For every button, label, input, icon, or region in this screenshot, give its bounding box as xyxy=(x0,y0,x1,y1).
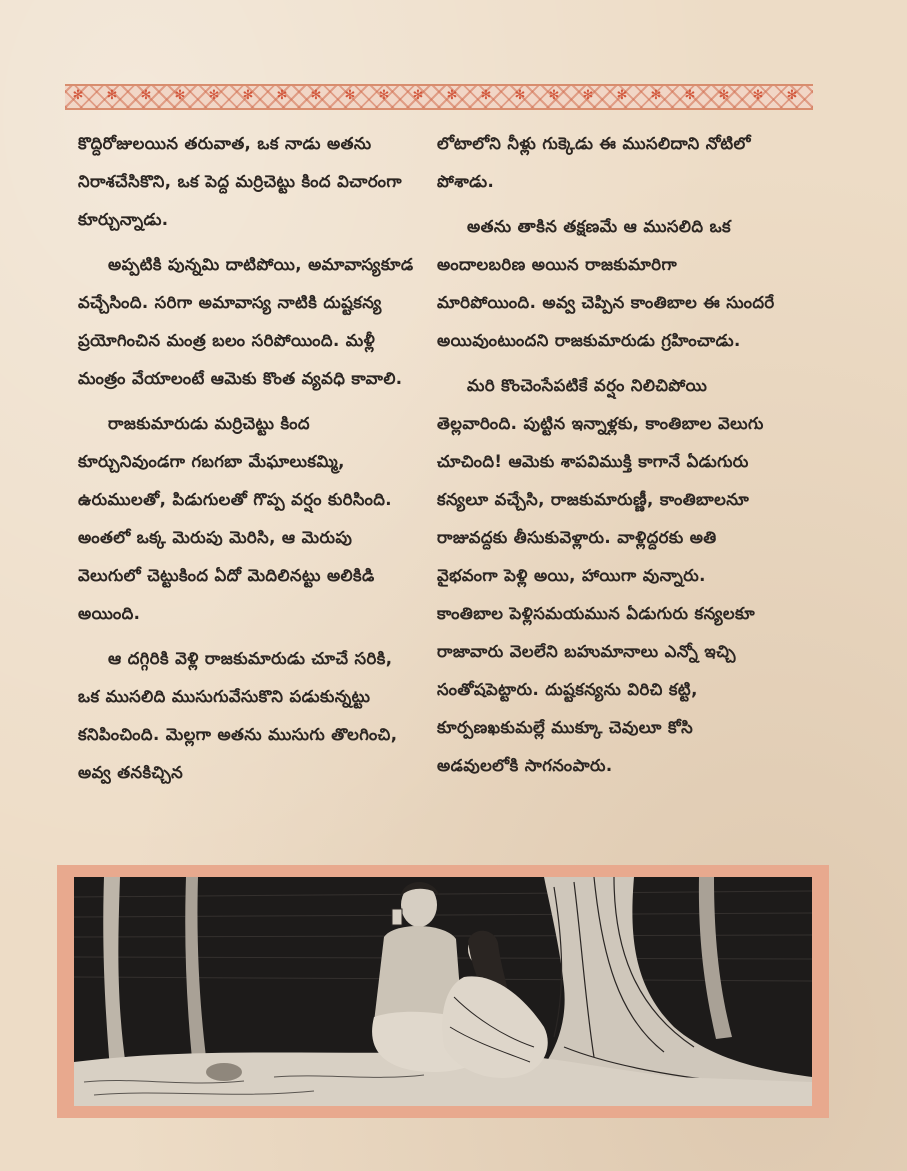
flower-ornament-icon: ✻ xyxy=(752,88,764,103)
paragraph: అతను తాకిన తక్షణమే ఆ ముసలిది ఒక అందాలబరిణ అయిన రాజకుమారిగా మారిపోయింది. అవ్వ చెప్పిన కాంతిబాల ఈ సుందరే అయివుంటుందని రాజకుమారుడు గ్రహించాడు. xyxy=(437,217,775,350)
paragraph: లోటాలోని నీళ్లు గుక్కెడు ఈ ముసలిదాని నోటిలో పోశాడు. xyxy=(437,134,751,191)
paragraph: ఆ దగ్గిరికి వెళ్లి రాజకుమారుడు చూచే సరికి, ఒక ముసలిది ముసుగువేసుకొని పడుకున్నట్టు కనిపించింది. మెల్లగా అతను ముసుగు తొలగించి, అవ్వ తనకిచ్చిన xyxy=(78,649,398,782)
paragraph: మరి కొంచెంసేపటికే వర్షం నిలిచిపోయి తెల్లవారింది. పుట్టిన ఇన్నాళ్లకు, కాంతిబాల వెలుగు చూచింది! ఆమెకు శాపవిముక్తి కాగానే ఏడుగురు కన్యలూ వచ్చేసి, రాజకుమారుణ్ణీ, కాంతిబాలనూ రాజువద్దకు తీసుకువెళ్లారు. వాళ్లిద్దరకు అతి వైభవంగా పెళ్లి అయి, హాయిగా వున్నారు. కాంతిబాల పెళ్లిసమయమున ఏడుగురు కన్యలకూ రాజావారు వెలలేని బహుమానాలు ఎన్నో ఇచ్చి సంతోషపెట్టారు. దుష్టకన్యను విరిచి కట్టి, కూర్పణఖకుమల్లే ముక్కూ చెవులూ కోసి అడవులలోకి సాగనంపారు. xyxy=(437,376,764,775)
flower-ornament-icon: ✻ xyxy=(208,88,220,103)
story-illustration-frame xyxy=(57,865,829,1118)
paragraph: అప్పటికి పున్నమి దాటిపోయి, అమావాస్యకూడ వచ్చేసింది. సరిగా అమావాస్య నాటికి దుష్టకన్య ప్రయోగించిన మంత్ర బలం సరిపోయింది. మళ్లీ మంత్రం వేయాలంటే ఆమెకు కొంత వ్యవధి కావాలి. xyxy=(78,255,414,388)
flower-ornament-icon: ✻ xyxy=(106,88,118,103)
paragraph: కొద్దిరోజులయిన తరువాత, ఒక నాడు అతను నిరాశచేసికొని, ఒక పెద్ద మర్రిచెట్టు కింద విచారంగా కూర్చున్నాడు. xyxy=(78,134,402,229)
left-text-column xyxy=(78,125,418,799)
right-text-column xyxy=(437,125,777,792)
flower-ornament-icon: ✻ xyxy=(344,88,356,103)
flower-ornament-icon: ✻ xyxy=(72,88,84,103)
flower-ornament-icon: ✻ xyxy=(412,88,424,103)
flower-ornament-icon: ✻ xyxy=(684,88,696,103)
flower-ornament-icon: ✻ xyxy=(480,88,492,103)
artist-signature: CHITRA xyxy=(740,1088,784,1098)
flower-ornament-icon: ✻ xyxy=(786,88,798,103)
paragraph: రాజకుమారుడు మర్రిచెట్టు కింద కూర్చునివుండగా గబగబా మేఘాలుకమ్మి, ఉరుములతో, పిడుగులతో గొప్ప వర్షం కురిసింది. అంతలో ఒక్క మెరుపు మెరిసి, ఆ మెరుపు వెలుగులో చెట్టుకింద ఏదో మెదిలినట్టు అలికిడి అయింది. xyxy=(78,414,392,623)
flower-ornament-icon: ✻ xyxy=(548,88,560,103)
flower-ornament-icon: ✻ xyxy=(378,88,390,103)
flower-ornament-icon: ✻ xyxy=(582,88,594,103)
decorative-border-band xyxy=(65,84,813,110)
flower-ornament-icon: ✻ xyxy=(276,88,288,103)
story-illustration xyxy=(74,877,812,1106)
flower-ornament-icon: ✻ xyxy=(446,88,458,103)
flower-ornament-icon: ✻ xyxy=(616,88,628,103)
flower-ornament-icon: ✻ xyxy=(310,88,322,103)
flower-ornament-icon: ✻ xyxy=(140,88,152,103)
flower-ornament-icon: ✻ xyxy=(650,88,662,103)
flower-ornament-icon: ✻ xyxy=(174,88,186,103)
flower-ornament-icon: ✻ xyxy=(718,88,730,103)
flower-ornament-icon: ✻ xyxy=(514,88,526,103)
flower-ornament-icon: ✻ xyxy=(242,88,254,103)
